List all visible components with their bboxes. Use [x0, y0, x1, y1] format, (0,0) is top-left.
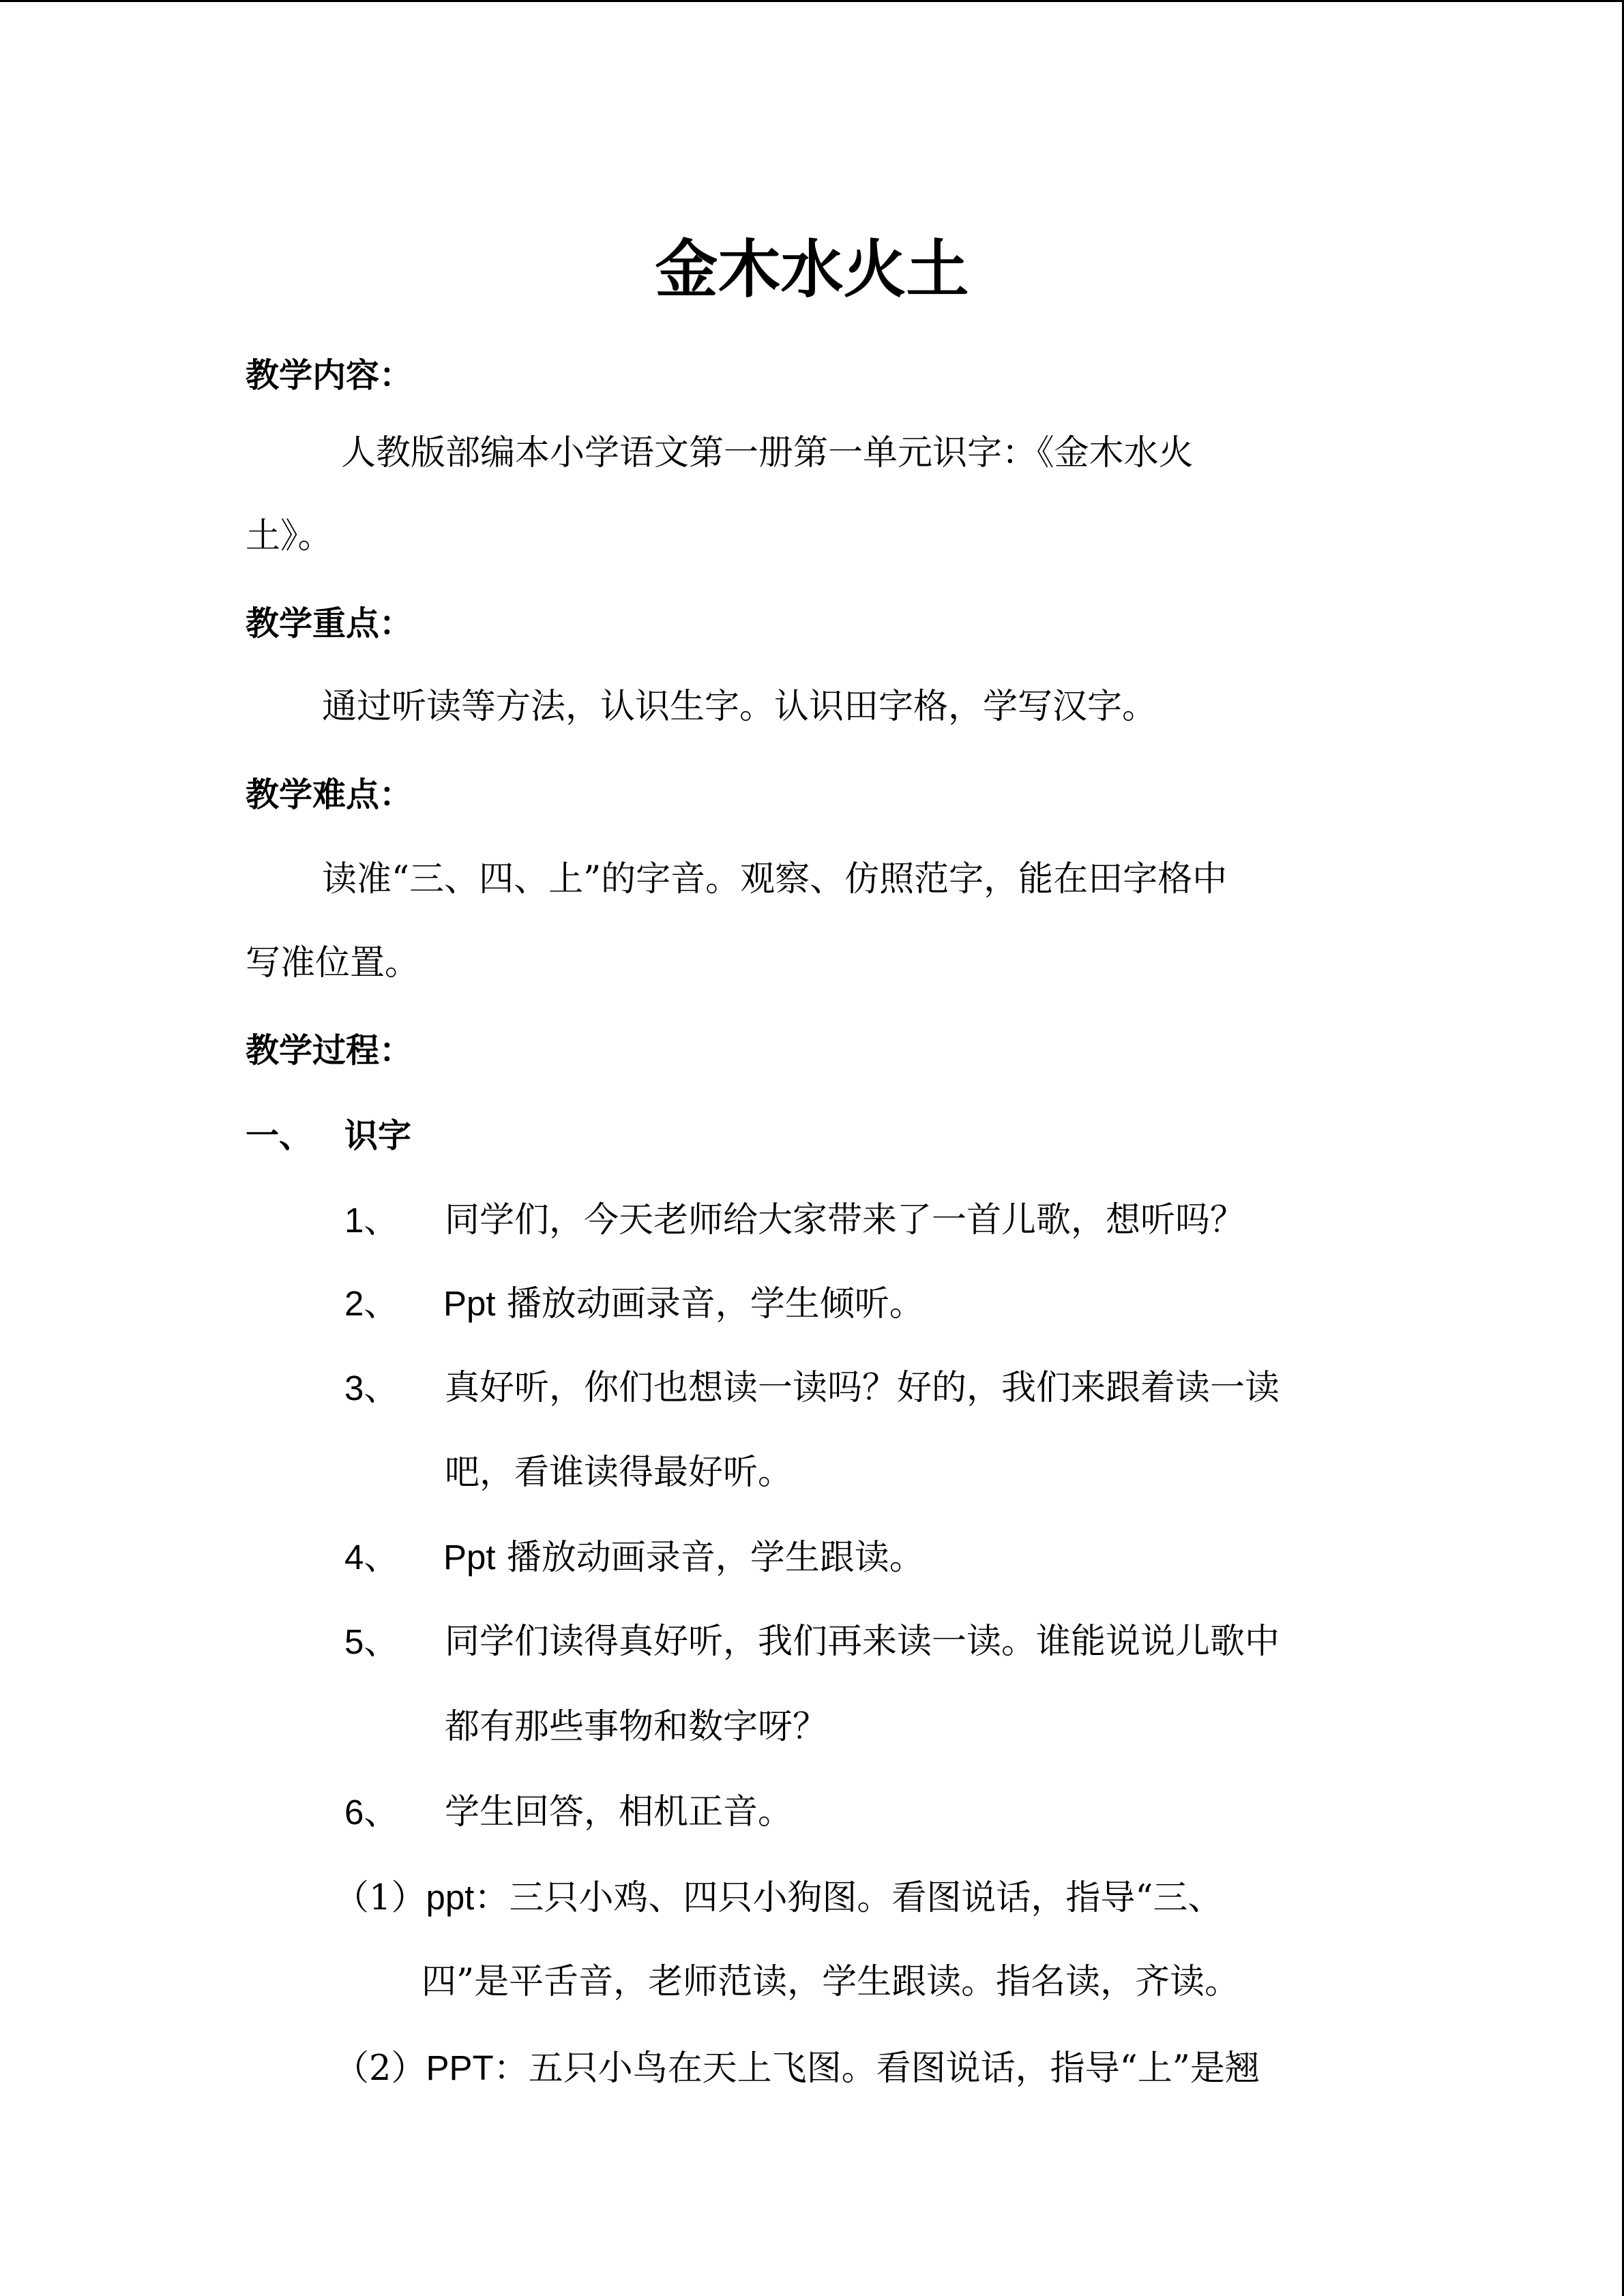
document-title: 金木水火土 [655, 233, 969, 306]
step-number: 1、 [344, 1201, 399, 1240]
part-one-marker: 一、 [246, 1116, 313, 1155]
step-number: 2、 [344, 1284, 399, 1323]
content-text-line-2: 土》。 [246, 516, 333, 556]
step-text: 真好听，你们也想读一读吗？好的，我们来跟着读一读 [445, 1368, 1280, 1408]
step-text: 同学们，今天老师给大家带来了一首儿歌，想听吗？ [445, 1200, 1245, 1240]
difficulty-text-line-2: 写准位置。 [246, 943, 420, 983]
subitem-marker: （2） [334, 2048, 426, 2089]
content-heading: 教学内容： [246, 355, 413, 395]
ppt-label: Ppt [443, 1538, 496, 1577]
page-top-border [0, 0, 1624, 2]
difficulty-text-line-1: 读准“三、四、上”的字音。观察、仿照范字，能在田字格中 [322, 859, 1228, 899]
subitem [334, 1877, 1222, 1919]
part-one-label: 识字 [344, 1116, 412, 1155]
step-number: 3、 [344, 1369, 399, 1407]
subitem-marker: （1） [334, 1878, 426, 1918]
subitem-text: ：三只小鸡、四只小狗图。看图说话，指导“三、 [474, 1878, 1223, 1918]
subitem-text-line-2: 四”是平舌音，老师范读，学生跟读。指名读，齐读。 [422, 1962, 1240, 2002]
ppt-label: PPT [426, 2048, 494, 2087]
step-text [443, 1537, 924, 1579]
step-text [443, 1283, 924, 1325]
step-text-body: 播放动画录音，学生倾听。 [495, 1284, 924, 1324]
ppt-label: ppt [426, 1878, 475, 1917]
step-number: 4、 [344, 1538, 399, 1577]
step-text: 吧，看谁读得最好听。 [445, 1452, 793, 1493]
process-heading: 教学过程： [246, 1030, 413, 1070]
step-text: 学生回答，相机正音。 [445, 1792, 793, 1832]
subitem [334, 2048, 1260, 2089]
step-text: 都有那些事物和数字呀？ [445, 1707, 828, 1747]
step-text: 同学们读得真好听，我们再来读一读。谁能说说儿歌中 [445, 1622, 1280, 1662]
step-text-body: 播放动画录音，学生跟读。 [495, 1538, 924, 1578]
key-points-text: 通过听读等方法，认识生字。认识田字格，学写汉字。 [322, 687, 1157, 727]
subitem-text: ：五只小鸟在天上飞图。看图说话，指导“上”是翘 [493, 2048, 1260, 2089]
content-text-line-1: 人教版部编本小学语文第一册第一单元识字：《金木水火 [341, 433, 1194, 473]
ppt-label: Ppt [443, 1284, 496, 1323]
step-number: 5、 [344, 1622, 399, 1661]
step-number: 6、 [344, 1793, 399, 1832]
difficulty-heading: 教学难点： [246, 775, 413, 814]
key-points-heading: 教学重点： [246, 603, 413, 643]
